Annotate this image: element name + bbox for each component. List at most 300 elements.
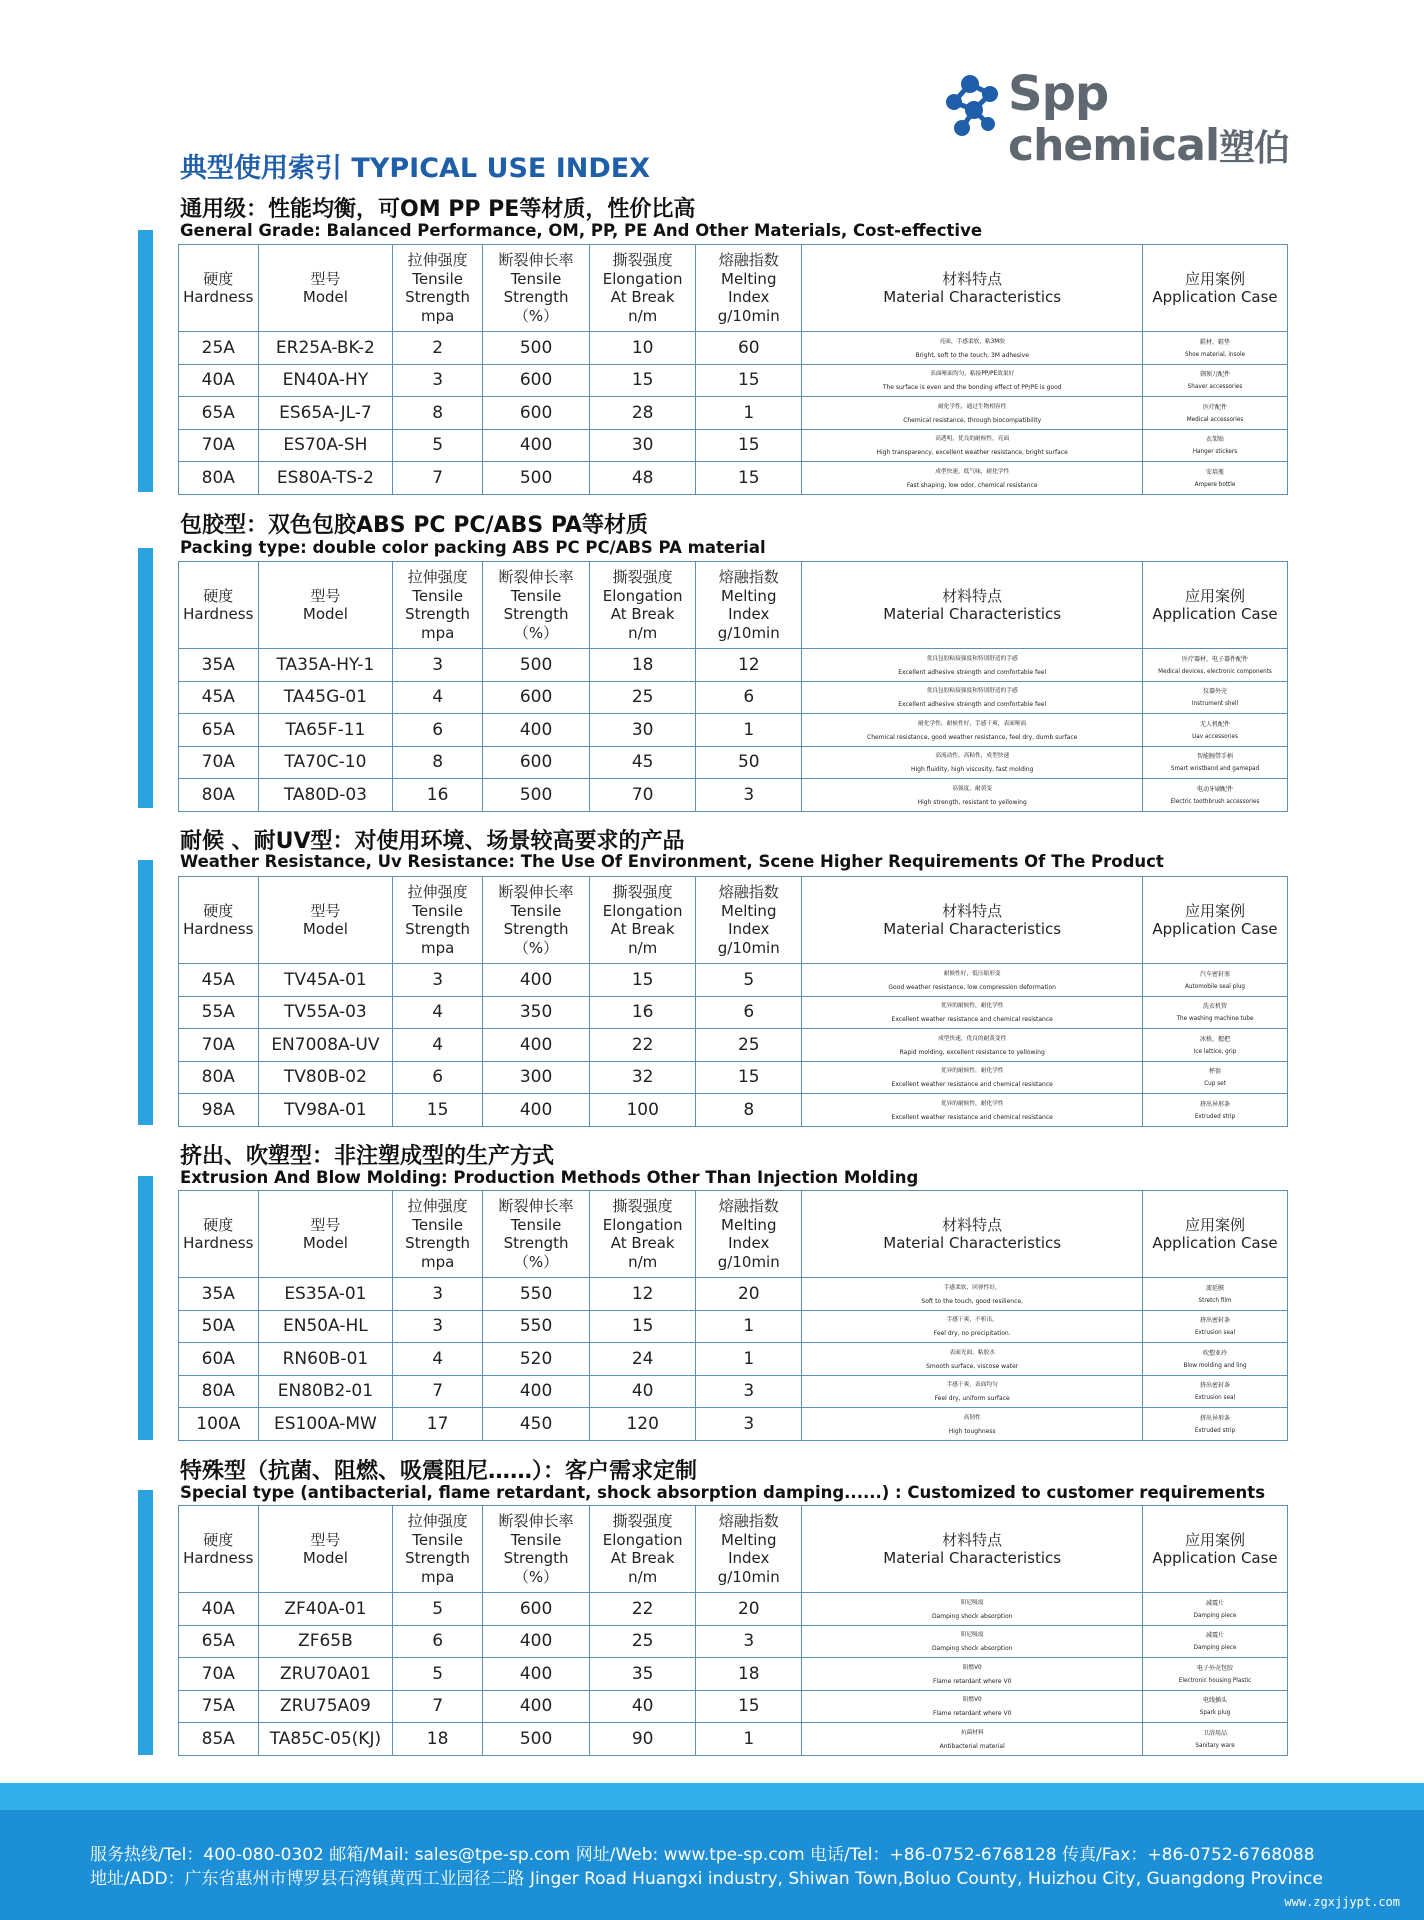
app-cn-text: 挤出密封条 [1200,1317,1231,1325]
mat-en-text: Excellent adhesive strength and comfortable feel [898,668,1047,676]
app-cn-text: 鞋材，鞋垫 [1200,338,1231,346]
cell-melt: 1 [696,397,802,430]
header-hardness [179,877,259,964]
cell-hardness: 75A [179,1690,259,1723]
header-tear [590,1191,696,1278]
app-cn-text: 吹塑亚玲 [1203,1349,1228,1357]
app-cn-text: 汽车密封塞 [1200,970,1231,978]
header-line: 硬度 [203,901,234,920]
cell-material [802,1408,1143,1441]
cell-tensile: 18 [393,1723,483,1756]
cell-material [802,1310,1143,1343]
cell-model: EN7008A-UV [258,1029,393,1062]
table-row [179,1658,1288,1691]
app-en-text: Shaver accessories [1187,384,1243,391]
section-accent-bar [138,1490,153,1755]
header-line: Material Characteristics [883,605,1062,623]
table-row [179,1278,1288,1311]
header-line: 撕裂强度 [612,1197,673,1215]
header-line: Hardness [183,1234,254,1252]
header-line: g/10min [717,1567,780,1586]
brand-logo [940,66,1290,178]
cell-material [802,332,1143,365]
mat-cn-text: 亮面，手感柔软，粘3M胶 [939,338,1005,345]
app-en-text: Stretch film [1198,1297,1232,1304]
header-line: 熔融指数 [718,568,779,586]
header-tensile [393,877,483,964]
header-application [1143,562,1288,649]
mat-en-text: Antibacterial material [939,1742,1005,1750]
cell-tear: 25 [590,1625,696,1658]
cell-application [1143,681,1288,714]
app-cn-text: 无人机配件 [1200,720,1231,728]
app-cn-text: 安培瓶 [1206,468,1225,476]
header-line: Material Characteristics [883,1234,1062,1252]
header-line: mpa [420,1252,455,1271]
header-line: 硬度 [203,586,234,605]
app-cn-text: 智能腕带手柄 [1197,753,1234,761]
cell-material [802,964,1143,997]
cell-material [802,1593,1143,1626]
header-line: mpa [420,623,455,642]
header-line: g/10min [717,938,780,957]
section-accent-bar [138,230,153,492]
cell-elong: 400 [483,714,590,747]
table-row [179,1343,1288,1376]
header-line: mpa [420,938,455,957]
header-line: Tensile [510,586,562,605]
app-cn-text: 医疗配件 [1203,403,1228,411]
cell-tensile: 4 [393,681,483,714]
cell-application [1143,1029,1288,1062]
header-line: Tensile [412,1215,463,1234]
table-header-row [179,1191,1288,1278]
cell-model: EN40A-HY [258,364,393,397]
app-cn-text: 剃须刀配件 [1200,371,1231,379]
cell-tear: 40 [590,1375,696,1408]
cell-tear: 10 [590,332,696,365]
cell-application [1143,1375,1288,1408]
cell-material [802,1723,1143,1756]
cell-hardness: 50A [179,1310,259,1343]
mat-en-text: Fast shaping, low odor, chemical resistance [906,481,1038,489]
header-line: Strength [405,920,471,938]
table-row [179,1690,1288,1723]
cell-tear: 30 [590,714,696,747]
table-row [179,1625,1288,1658]
cell-material [802,1690,1143,1723]
app-en-text: Damping piece [1193,1612,1237,1619]
section-title-en: Packing type: double color packing ABS PC PC/ABS PA material [180,538,766,557]
cell-tensile: 3 [393,649,483,682]
app-en-text: Hanger stickers [1192,449,1238,456]
cell-material [802,996,1143,1029]
cell-elong: 600 [483,746,590,779]
header-line: Tensile [510,269,562,288]
cell-melt: 8 [696,1094,802,1127]
footer [0,1810,1424,1920]
cell-material [802,1061,1143,1094]
header-tear [590,562,696,649]
cell-tear: 25 [590,681,696,714]
mat-cn-text: 耐化学性，通过生物相容性 [938,403,1007,410]
header-line: 熔融指数 [718,883,779,901]
cell-application [1143,1061,1288,1094]
cell-material [802,649,1143,682]
header-line: Tensile [510,1215,562,1234]
cell-tensile: 3 [393,364,483,397]
header-line: Elongation [602,901,683,920]
cell-tensile: 6 [393,714,483,747]
header-line: Tensile [510,901,562,920]
cell-melt: 6 [696,681,802,714]
table-row [179,996,1288,1029]
header-line: Melting [721,269,777,288]
mat-en-text: Damping shock absorption [931,1645,1013,1653]
cell-model: ZRU75A09 [258,1690,393,1723]
header-material [802,877,1143,964]
app-cn-text: 流延膜 [1206,1284,1225,1292]
header-application [1143,877,1288,964]
header-elongation [483,562,590,649]
header-line: （%） [513,1252,559,1271]
header-line: Tensile [412,901,463,920]
mat-cn-text: 阻燃V0 [962,1697,982,1704]
cell-tear: 70 [590,779,696,812]
mat-cn-text: 优良包胶粘接强度和特别舒适的手感 [926,655,1018,662]
header-line: 应用案例 [1185,269,1246,288]
header-line: 应用案例 [1185,586,1246,605]
cell-elong: 400 [483,1625,590,1658]
cell-hardness: 55A [179,996,259,1029]
cell-hardness: 70A [179,1658,259,1691]
cell-tensile: 5 [393,429,483,462]
header-model [258,1191,393,1278]
header-tear [590,1506,696,1593]
table-row [179,649,1288,682]
table-row [179,1375,1288,1408]
header-line: 硬度 [203,269,234,288]
spec-table [178,876,1288,1127]
header-line: Model [302,1549,348,1567]
table-header-row [179,877,1288,964]
header-line: Elongation [602,1215,683,1234]
footer-stripe [0,1783,1424,1810]
table-header-row [179,562,1288,649]
app-en-text: Extrusion seal [1194,1330,1236,1337]
header-line: 型号 [310,901,341,920]
cell-tear: 120 [590,1408,696,1441]
cell-application [1143,1723,1288,1756]
cell-material [802,364,1143,397]
cell-tear: 30 [590,429,696,462]
cell-application [1143,462,1288,495]
header-line: Application Case [1152,1234,1278,1252]
header-tensile [393,1191,483,1278]
cell-melt: 12 [696,649,802,682]
table-row [179,1094,1288,1127]
cell-material [802,1343,1143,1376]
cell-tear: 32 [590,1061,696,1094]
table-row [179,1593,1288,1626]
cell-hardness: 100A [179,1408,259,1441]
cell-melt: 20 [696,1278,802,1311]
section-accent-bar [138,1176,153,1440]
header-line: 型号 [310,269,341,288]
cell-application [1143,1625,1288,1658]
header-line: 硬度 [203,1530,234,1549]
header-line: 型号 [310,1215,341,1234]
cell-hardness: 80A [179,1375,259,1408]
header-line: 断裂伸长率 [498,883,574,901]
mat-en-text: Good weather resistance, low compression deformation [888,983,1056,991]
app-en-text: Damping piece [1193,1645,1237,1652]
cell-melt: 18 [696,1658,802,1691]
header-line: Strength [405,605,471,623]
header-line: 应用案例 [1185,901,1246,920]
header-line: 硬度 [203,1215,234,1234]
header-line: At Break [610,288,675,306]
header-line: Application Case [1152,920,1278,938]
header-application [1143,1506,1288,1593]
cell-melt: 25 [696,1029,802,1062]
header-line: Hardness [183,288,254,306]
cell-material [802,397,1143,430]
header-line: Elongation [602,586,683,605]
cell-material [802,746,1143,779]
cell-melt: 60 [696,332,802,365]
header-line: Index [728,1234,770,1252]
mat-cn-text: 手感干爽，不析出。 [946,1317,998,1324]
app-cn-text: 电线插头 [1203,1697,1228,1705]
header-line: 断裂伸长率 [498,1197,574,1215]
mat-cn-text: 表面光面，粘胶水 [949,1349,995,1356]
cell-elong: 600 [483,681,590,714]
cell-melt: 50 [696,746,802,779]
cell-hardness: 45A [179,681,259,714]
section-title-cn: 挤出、吹塑型：非注塑成型的生产方式 [180,1144,555,1169]
header-line: Tensile [412,1530,463,1549]
table-row [179,429,1288,462]
table-row [179,462,1288,495]
header-line: Hardness [183,1549,254,1567]
cell-melt: 1 [696,1723,802,1756]
app-en-text: Medical devices, electronic components [1158,668,1272,675]
cell-tear: 48 [590,462,696,495]
cell-melt: 6 [696,996,802,1029]
cell-tensile: 3 [393,964,483,997]
header-line: Melting [721,1530,777,1549]
cell-hardness: 35A [179,1278,259,1311]
table-row [179,1029,1288,1062]
table-header-row [179,245,1288,332]
app-cn-text: 电动牙刷配件 [1197,785,1234,793]
header-line: n/m [628,1567,658,1586]
header-line: 型号 [310,1530,341,1549]
cell-application [1143,1278,1288,1311]
cell-melt: 15 [696,364,802,397]
cell-application [1143,964,1288,997]
header-line: 拉伸强度 [407,251,468,269]
app-cn-text: 仪器外壳 [1203,688,1228,696]
header-line: mpa [420,306,455,325]
cell-tear: 35 [590,1658,696,1691]
cell-melt: 3 [696,1375,802,1408]
header-line: Application Case [1152,1549,1278,1567]
header-application [1143,1191,1288,1278]
app-cn-text: 减震片 [1206,1632,1225,1640]
header-melt [696,562,802,649]
header-model [258,877,393,964]
cell-application [1143,1690,1288,1723]
table-row [179,364,1288,397]
mat-en-text: High transparency, excellent weather resistance, bright surface [876,449,1068,457]
cell-tensile: 15 [393,1094,483,1127]
header-line: Melting [721,586,777,605]
cell-hardness: 40A [179,1593,259,1626]
cell-elong: 400 [483,429,590,462]
cell-elong: 450 [483,1408,590,1441]
cell-model: TA85C-05(KJ) [258,1723,393,1756]
app-en-text: Extrusion seal [1194,1395,1236,1402]
table-row [179,714,1288,747]
header-line: Strength [405,288,471,306]
cell-hardness: 80A [179,1061,259,1094]
mat-en-text: Damping shock absorption [931,1612,1013,1620]
cell-elong: 520 [483,1343,590,1376]
cell-application [1143,779,1288,812]
cell-elong: 400 [483,1029,590,1062]
mat-en-text: Chemical resistance, good weather resistance, feel dry, dumb surface [867,733,1078,741]
header-line: n/m [628,1252,658,1271]
header-line: Strength [503,1234,569,1252]
cell-hardness: 35A [179,649,259,682]
header-line: Tensile [412,586,463,605]
cell-tensile: 7 [393,462,483,495]
cell-melt: 3 [696,1625,802,1658]
header-line: Model [302,920,348,938]
table-row [179,1310,1288,1343]
cell-melt: 20 [696,1593,802,1626]
cell-model: EN80B2-01 [258,1375,393,1408]
cell-model: TV45A-01 [258,964,393,997]
spec-table [178,1505,1288,1756]
header-melt [696,245,802,332]
header-line: 拉伸强度 [407,1197,468,1215]
table-row [179,746,1288,779]
header-line: 熔融指数 [718,251,779,269]
cell-material [802,714,1143,747]
cell-tensile: 2 [393,332,483,365]
mat-cn-text: 成型快速，优良的耐黄变性 [938,1035,1007,1042]
app-en-text: Smart wristband and gamepad [1170,766,1260,773]
spec-table [178,1190,1288,1441]
header-line: At Break [610,1549,675,1567]
cell-elong: 400 [483,1375,590,1408]
cell-application [1143,397,1288,430]
header-hardness [179,1191,259,1278]
mat-cn-text: 表面哑面均匀，粘接PP/PE效果好 [930,371,1015,378]
header-line: 熔融指数 [718,1512,779,1530]
cell-hardness: 60A [179,1343,259,1376]
header-line: （%） [513,306,559,325]
footer-contact-line: 服务热线/Tel：400-080-0302 邮箱/Mail: sales@tpe-sp.com 网址/Web: www.tpe-sp.com 电话/Tel：+86-0752-6768128 传真/Fax：+86-0752-6768088 [90,1845,1315,1865]
cell-tensile: 17 [393,1408,483,1441]
cell-application [1143,1310,1288,1343]
header-line: mpa [420,1567,455,1586]
cell-hardness: 45A [179,964,259,997]
cell-material [802,1029,1143,1062]
mat-en-text: Feel dry, uniform surface [934,1395,1010,1403]
cell-melt: 1 [696,714,802,747]
cell-material [802,1625,1143,1658]
header-line: Hardness [183,920,254,938]
section-accent-bar [138,860,153,1125]
app-en-text: Spark plug [1199,1710,1231,1717]
cell-melt: 15 [696,462,802,495]
header-line: 材料特点 [942,1215,1003,1234]
cell-tear: 24 [590,1343,696,1376]
cell-tensile: 6 [393,1061,483,1094]
header-line: 撕裂强度 [612,883,673,901]
cell-application [1143,1593,1288,1626]
header-line: 拉伸强度 [407,883,468,901]
app-cn-text: 挤出密封条 [1200,1382,1231,1390]
spec-table [178,561,1288,812]
cell-tear: 100 [590,1094,696,1127]
header-line: n/m [628,623,658,642]
header-line: Tensile [510,1530,562,1549]
header-melt [696,877,802,964]
app-cn-text: 电子外壳包胶 [1197,1664,1234,1672]
cell-tear: 16 [590,996,696,1029]
header-material [802,562,1143,649]
section-title-en: General Grade: Balanced Performance, OM, PP, PE And Other Materials, Cost-effective [180,221,983,240]
header-line: 拉伸强度 [407,1512,468,1530]
cell-hardness: 40A [179,364,259,397]
header-line: 型号 [310,586,341,605]
cell-hardness: 65A [179,714,259,747]
watermark: www.zgxjjypt.com [1284,1895,1400,1909]
cell-application [1143,1408,1288,1441]
mat-cn-text: 阻燃V0 [962,1664,982,1671]
header-tensile [393,1506,483,1593]
header-line: 材料特点 [942,269,1003,288]
cell-hardness: 25A [179,332,259,365]
header-line: Material Characteristics [883,920,1062,938]
cell-tensile: 4 [393,1029,483,1062]
cell-tensile: 5 [393,1593,483,1626]
app-en-text: Automobile seal plug [1185,983,1246,990]
header-line: Elongation [602,269,683,288]
cell-tensile: 16 [393,779,483,812]
app-en-text: Cup set [1204,1081,1226,1088]
cell-elong: 500 [483,649,590,682]
header-line: g/10min [717,1252,780,1271]
app-en-text: Electric toothbrush accessories [1170,798,1260,805]
cell-model: TA35A-HY-1 [258,649,393,682]
cell-melt: 15 [696,429,802,462]
header-line: 断裂伸长率 [498,1512,574,1530]
cell-elong: 400 [483,1658,590,1691]
header-line: Strength [405,1234,471,1252]
spec-table [178,244,1288,495]
header-line: Melting [721,1215,777,1234]
mat-en-text: Excellent weather resistance and chemical resistance [891,1081,1053,1089]
app-cn-text: 挤出异形条 [1200,1414,1231,1422]
cell-elong: 500 [483,332,590,365]
mat-cn-text: 耐化学性，耐候性好，手感干爽，表面哑面 [918,720,1027,727]
